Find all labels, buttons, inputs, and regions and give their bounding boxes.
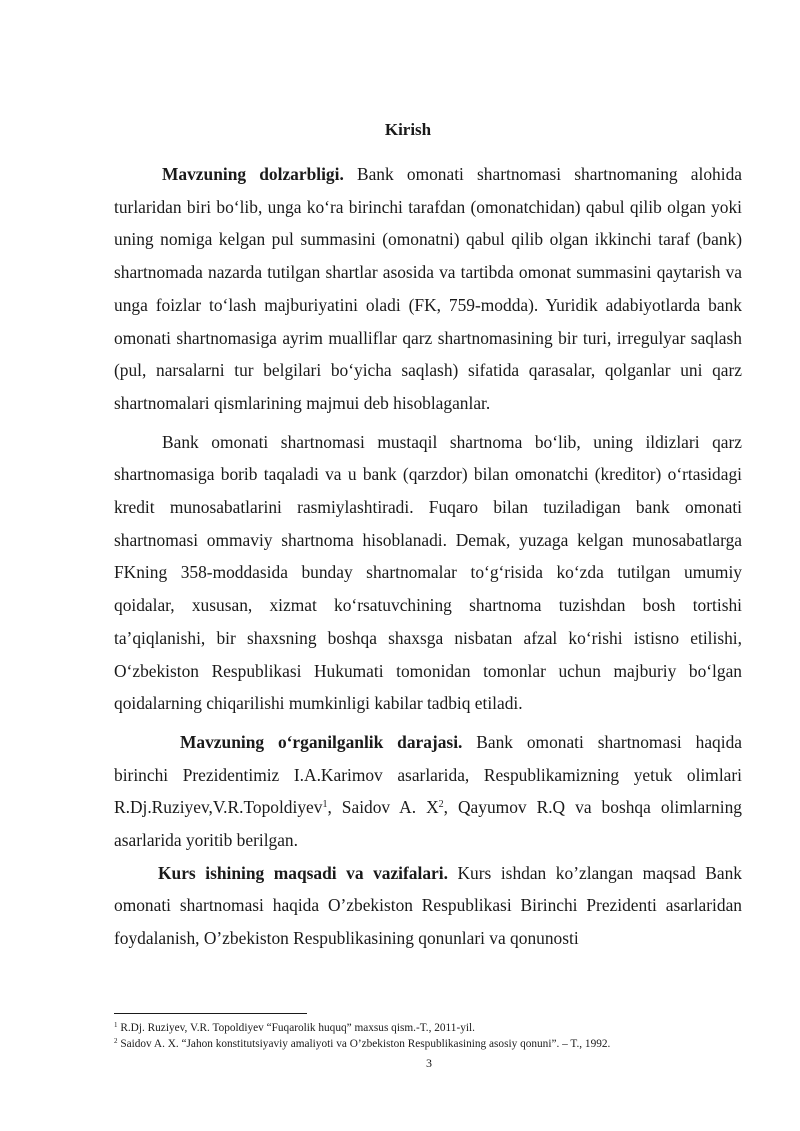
paragraph-goals [114,857,742,955]
page-number: 3 [426,1056,432,1070]
paragraph-heading: Kurs ishining maqsadi va vazifalari. [158,862,448,883]
footnote-mark: 2 [114,1037,118,1045]
footnotes [114,1020,754,1052]
footnote-separator [114,1013,307,1014]
footnote-text: R.Dj. Ruziyev, V.R. Topoldiyev “Fuqarolik huquq” maxsus qism.-T., 2011-yil. [117,1022,475,1034]
paragraph-text: , Qayumov R.Q va boshqa olimlarning asarlarida yoritib berilgan. [114,797,742,851]
body-text [114,158,742,955]
paragraph-heading: Mavzuning dolzarbligi. [162,164,344,184]
footnote-text: Saidov A. X. “Jahon konstitutsiyaviy amaliyoti va O’zbekiston Respublikasining asosiy qonuni”. – T., 1992. [117,1038,611,1050]
paragraph-text: Kurs ishdan ko’zlangan maqsad Bank omonati shartnomasi haqida O’zbekiston Respublikasi Birinchi Prezidenti asarlaridan foydalanish, O’zbekiston Respublikasining qonunlari va qonunosti [114,862,742,949]
footnote-1 [114,1020,754,1036]
paragraph-study-level [114,726,742,857]
paragraph-text: Bank omonati shartnomasi mustaqil shartnoma bo‘lib, uning ildizlari qarz shartnomasiga borib taqaladi va u bank (qarzdor) bilan omonatchi (kreditor) o‘rtasidagi kredit munosabatlarini rasmiylashtiradi. Fuqaro bilan tuziladigan bank omonati shartnomasi ommaviy shartnoma hisoblanadi. Demak, yuzaga kelgan munosabatlarga FKning 358-moddasida bunday shartnomalar to‘g‘risida ko‘zda tutilgan umumiy qoidalar, xususan, xizmat ko‘rsatuvchining shartnoma tuzishdan bosh tortishi ta’qiqlanishi, bir shaxsning boshqa shaxsga nisbatan afzal ko‘rishi istisno etilishi, O‘zbekiston Respublikasi Hukumati tomonidan tomonlar uchun majburiy bo‘lgan qoidalarning chiqarilishi mumkinligi kabilar tadbiq etiladi. [114,431,742,714]
footnote-2 [114,1036,754,1052]
paragraph-text: , Saidov A. X [327,797,439,818]
paragraph-text: Bank omonati shartnomasi shartnomaning alohida turlaridan biri bo‘lib, unga ko‘ra birinchi tarafdan (omonatchidan) qabul qilib olgan yoki uning nomiga kelgan pul summasini (omonatni) qabul qilib olgan ikkinchi taraf (bank) shartnomada nazarda tutilgan shartlar asosida va tartibda omonat summasini qaytarish va unga foizlar to‘lash majburiyatini oladi (FK, 759-modda). Yuridik adabiyotlarda bank omonati shartnomasiga ayrim mualliflar qarz shartnomasining bir turi, irregulyar saqlash (pul, narsalarni tur belgilari bo‘yicha saqlash) sifatida qarasalar, qolganlar uni qarz shartnomalari qismlarining majmui deb hisoblaganlar. [114,164,742,413]
footnote-ref-1[interactable]: 1 [322,799,328,811]
footnote-ref-2[interactable]: 2 [438,799,444,811]
paragraph-text: Bank omonati shartnomasi haqida birinchi Prezidentimiz I.A.Karimov asarlarida, Respublikamizning yetuk olimlari R.Dj.Ruziyev,V.R.Topoldiyev [114,731,742,818]
section-title: Kirish [384,120,432,139]
paragraph-contract [114,426,742,720]
footnote-mark: 1 [114,1021,118,1029]
paragraph-relevance [114,158,742,420]
paragraph-heading: Mavzuning o‘rganilganlik darajasi. [180,731,463,752]
